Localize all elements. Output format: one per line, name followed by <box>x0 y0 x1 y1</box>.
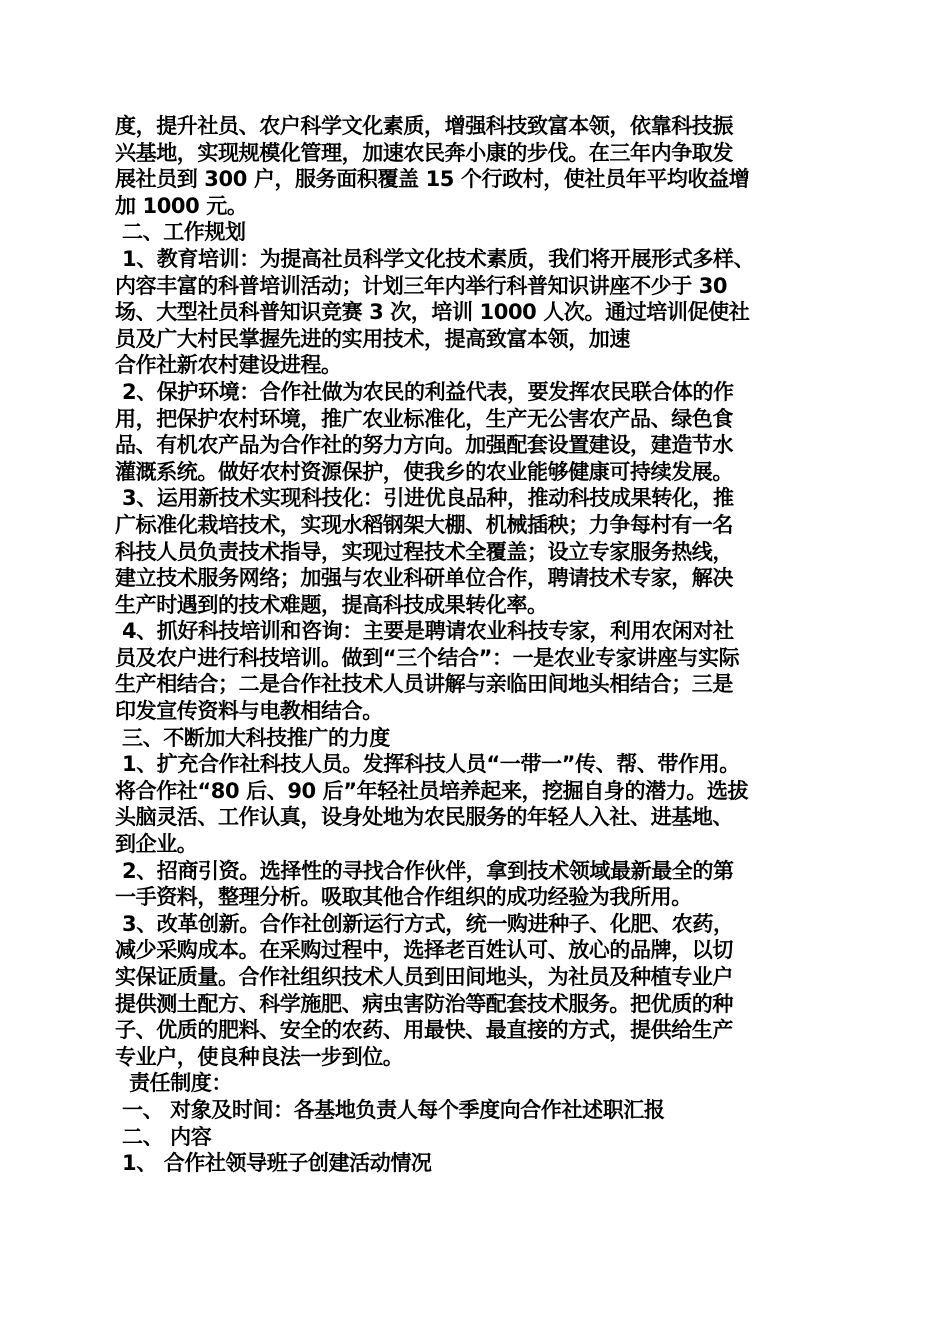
text-line: 3、运用新技术实现科技化：引进优良品种，推动科技成果转化，推 <box>122 486 734 511</box>
text-line: 印发宣传资料与电教相结合。 <box>115 699 383 724</box>
text-line: 场、大型社员科普知识竞赛 3 次，培训 1000 人次。通过培训促使社 <box>115 300 750 325</box>
text-line: 加 1000 元。 <box>115 193 248 218</box>
text-line: 用，把保护农村环境，推广农业标准化，生产无公害农产品、绿色食 <box>115 406 733 431</box>
text-line: 品、有机农产品为合作社的努力方向。加强配套设置建设，建造节水 <box>115 433 733 458</box>
text-line: 员及农户进行科技培训。做到“三个结合”：一是农业专家讲座与实际 <box>115 645 740 670</box>
text-line: 二、工作规划 <box>122 220 246 245</box>
text-line: 建立技术服务网络；加强与农业科研单位合作，聘请技术专家，解决 <box>115 566 733 591</box>
text-line: 合作社新农村建设进程。 <box>115 353 342 378</box>
text-line: 头脑灵活、工作认真，设身处地为农民服务的年轻人入社、进基地、 <box>115 805 733 830</box>
text-line: 内容丰富的科普培训活动；计划三年内举行科普知识讲座不少于 30 <box>115 273 728 298</box>
text-line: 一手资料，整理分析。吸取其他合作组织的成功经验为我所用。 <box>115 885 692 910</box>
text-line: 2、保护环境：合作社做为农民的利益代表，要发挥农民联合体的作 <box>122 379 734 404</box>
text-line: 生产相结合；二是合作社技术人员讲解与亲临田间地头相结合；三是 <box>115 672 733 697</box>
text-line: 提供测土配方、科学施肥、病虫害防治等配套技术服务。把优质的种 <box>115 991 733 1016</box>
text-line: 广标准化栽培技术，实现水稻钢架大棚、机械插秧；力争每村有一名 <box>115 512 733 537</box>
document-body <box>115 113 837 1177</box>
text-line: 兴基地，实现规模化管理，加速农民奔小康的步伐。在三年内争取发 <box>115 140 733 165</box>
text-line: 专业户，使良种良法一步到位。 <box>115 1044 404 1069</box>
text-line: 度，提升社员、农户科学文化素质，增强科技致富本领，依靠科技振 <box>115 114 733 138</box>
text-line: 到企业。 <box>115 832 198 857</box>
document-page <box>115 113 837 1177</box>
text-line: 1、 合作社领导班子创建活动情况 <box>122 1151 432 1176</box>
text-line: 减少采购成本。在采购过程中，选择老百姓认可、放心的品牌，以切 <box>115 938 733 963</box>
text-line: 实保证质量。合作社组织技术人员到田间地头，为社员及种植专业户 <box>115 965 733 989</box>
text-line: 1、教育培训：为提高社员科学文化技术素质，我们将开展形式多样、 <box>122 246 755 271</box>
text-line: 4、抓好科技培训和咨询：主要是聘请农业科技专家，利用农闲对社 <box>122 619 734 644</box>
text-line: 员及广大村民掌握先进的实用技术，提高致富本领，加速 <box>115 326 630 351</box>
text-line: 展社员到 300 户，服务面积覆盖 15 个行政村，使社员年平均收益增 <box>115 167 750 192</box>
text-line: 2、招商引资。选择性的寻找合作伙伴，拿到技术领域最新最全的第 <box>122 858 734 883</box>
text-line: 灌溉系统。做好农村资源保护，使我乡的农业能够健康可持续发展。 <box>115 459 733 484</box>
text-line: 3、改革创新。合作社创新运行方式，统一购进种子、化肥、农药， <box>122 911 734 936</box>
text-line: 责任制度： <box>129 1071 232 1096</box>
text-line: 生产时遇到的技术难题，提高科技成果转化率。 <box>115 592 548 617</box>
text-line: 1、扩充合作社科技人员。发挥科技人员“一带一”传、帮、带作用。 <box>122 752 740 777</box>
text-line: 三、不断加大科技推广的力度 <box>122 725 390 750</box>
text-line: 二、 内容 <box>122 1124 212 1149</box>
text-line: 科技人员负责技术指导，实现过程技术全覆盖；设立专家服务热线， <box>115 539 733 564</box>
text-line: 将合作社“80 后、90 后”年轻社员培养起来，挖掘自身的潜力。选拔 <box>115 778 749 803</box>
text-line: 子、优质的肥料、安全的农药、用最快、最直接的方式，提供给生产 <box>115 1018 733 1043</box>
text-line: 一、 对象及时间：各基地负责人每个季度向合作社述职汇报 <box>122 1097 665 1122</box>
